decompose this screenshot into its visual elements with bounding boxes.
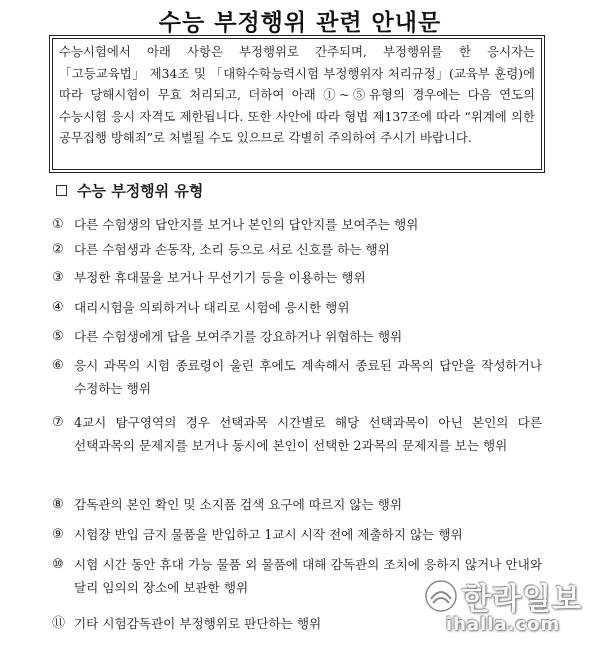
item-number: ⑧ (52, 497, 64, 512)
item-number: ⑩ (52, 557, 64, 572)
item-text: 부정한 휴대물을 보거나 무선기기 등을 이용하는 행위 (74, 270, 366, 285)
item-text: 대리시험을 의뢰하거나 대리로 시험에 응시한 행위 (74, 300, 350, 315)
list-item (52, 266, 542, 289)
item-text: 시험 시간 동안 휴대 가능 물품 외 물품에 대해 감독관의 조치에 응하지 않거나 안내와 달리 임의의 장소에 보관한 행위 (74, 557, 542, 595)
item-text: 4교시 탐구영역의 경우 선택과목 시간별로 해당 선택과목이 아닌 본인의 다른 선택과목의 문제지를 보거나 동시에 본인이 선택한 2과목의 문제지를 보는 행위 (74, 415, 542, 453)
item-number: ③ (52, 270, 64, 285)
item-number: ④ (52, 300, 64, 315)
list-item (52, 325, 542, 348)
watermark (424, 574, 582, 635)
list-item (52, 493, 542, 516)
watermark-name: 한라일보 (462, 582, 582, 617)
item-number: ⑤ (52, 329, 64, 344)
page-title: 수능 부정행위 관련 안내문 (158, 9, 442, 36)
section-heading-label: 수능 부정행위 유형 (77, 182, 204, 200)
item-number: ② (52, 242, 64, 257)
item-text: 감독관의 본인 확인 및 소지품 검색 요구에 따르지 않는 행위 (74, 497, 403, 512)
item-text: 시험장 반입 금지 물품을 반입하고 1교시 시작 전에 제출하지 않는 행위 (74, 527, 463, 542)
list-item (52, 238, 542, 261)
notice-box: 수능시험에서 아래 사항은 부정행위로 간주되며, 부정행위를 한 응시자는 「고등교육법」 제34조 및 「대학수학능력시험 부정행위자 처리규정」(교육부 훈령)에 따라 당해시험이 무효 처리되고, 더하여 아래 ①~⑤유형의 경우에는 다음 연도의 수능시험 응시 자격도 제한됩니다. 또한 사안에 따라 형법 제137조에 따라 “위계에 의한 공무집행 방해죄”로 처벌될 수도 있으므로 각별히 주의하여 주시기 바랍니다. (52, 38, 542, 170)
list-item (52, 213, 542, 236)
watermark-domain: ihalla.com (445, 614, 561, 635)
list-item (52, 411, 542, 457)
item-text: 다른 수험생과 손동작, 소리 등으로 서로 신호를 하는 행위 (74, 242, 390, 257)
item-text: 응시 과목의 시험 종료령이 울린 후에도 계속해서 종료된 과목의 답안을 작성하거나 수정하는 행위 (74, 358, 542, 396)
item-text: 다른 수험생의 답안지를 보거나 본인의 답안지를 보여주는 행위 (74, 217, 419, 232)
newspaper-logo-icon (424, 579, 458, 613)
item-number: ⑨ (52, 527, 64, 542)
list-item (52, 523, 542, 546)
item-number: ⑪ (52, 616, 66, 631)
item-text: 다른 수험생에게 답을 보여주기를 강요하거나 위협하는 행위 (74, 329, 403, 344)
item-number: ⑦ (52, 415, 64, 430)
item-text: 기타 시험감독관이 부정행위로 판단하는 행위 (74, 616, 322, 631)
item-number: ⑥ (52, 358, 64, 373)
item-number: ① (52, 217, 64, 232)
section-heading (56, 180, 203, 201)
list-item (52, 354, 542, 400)
checkbox-square-icon (56, 185, 67, 196)
list-item (52, 296, 542, 319)
